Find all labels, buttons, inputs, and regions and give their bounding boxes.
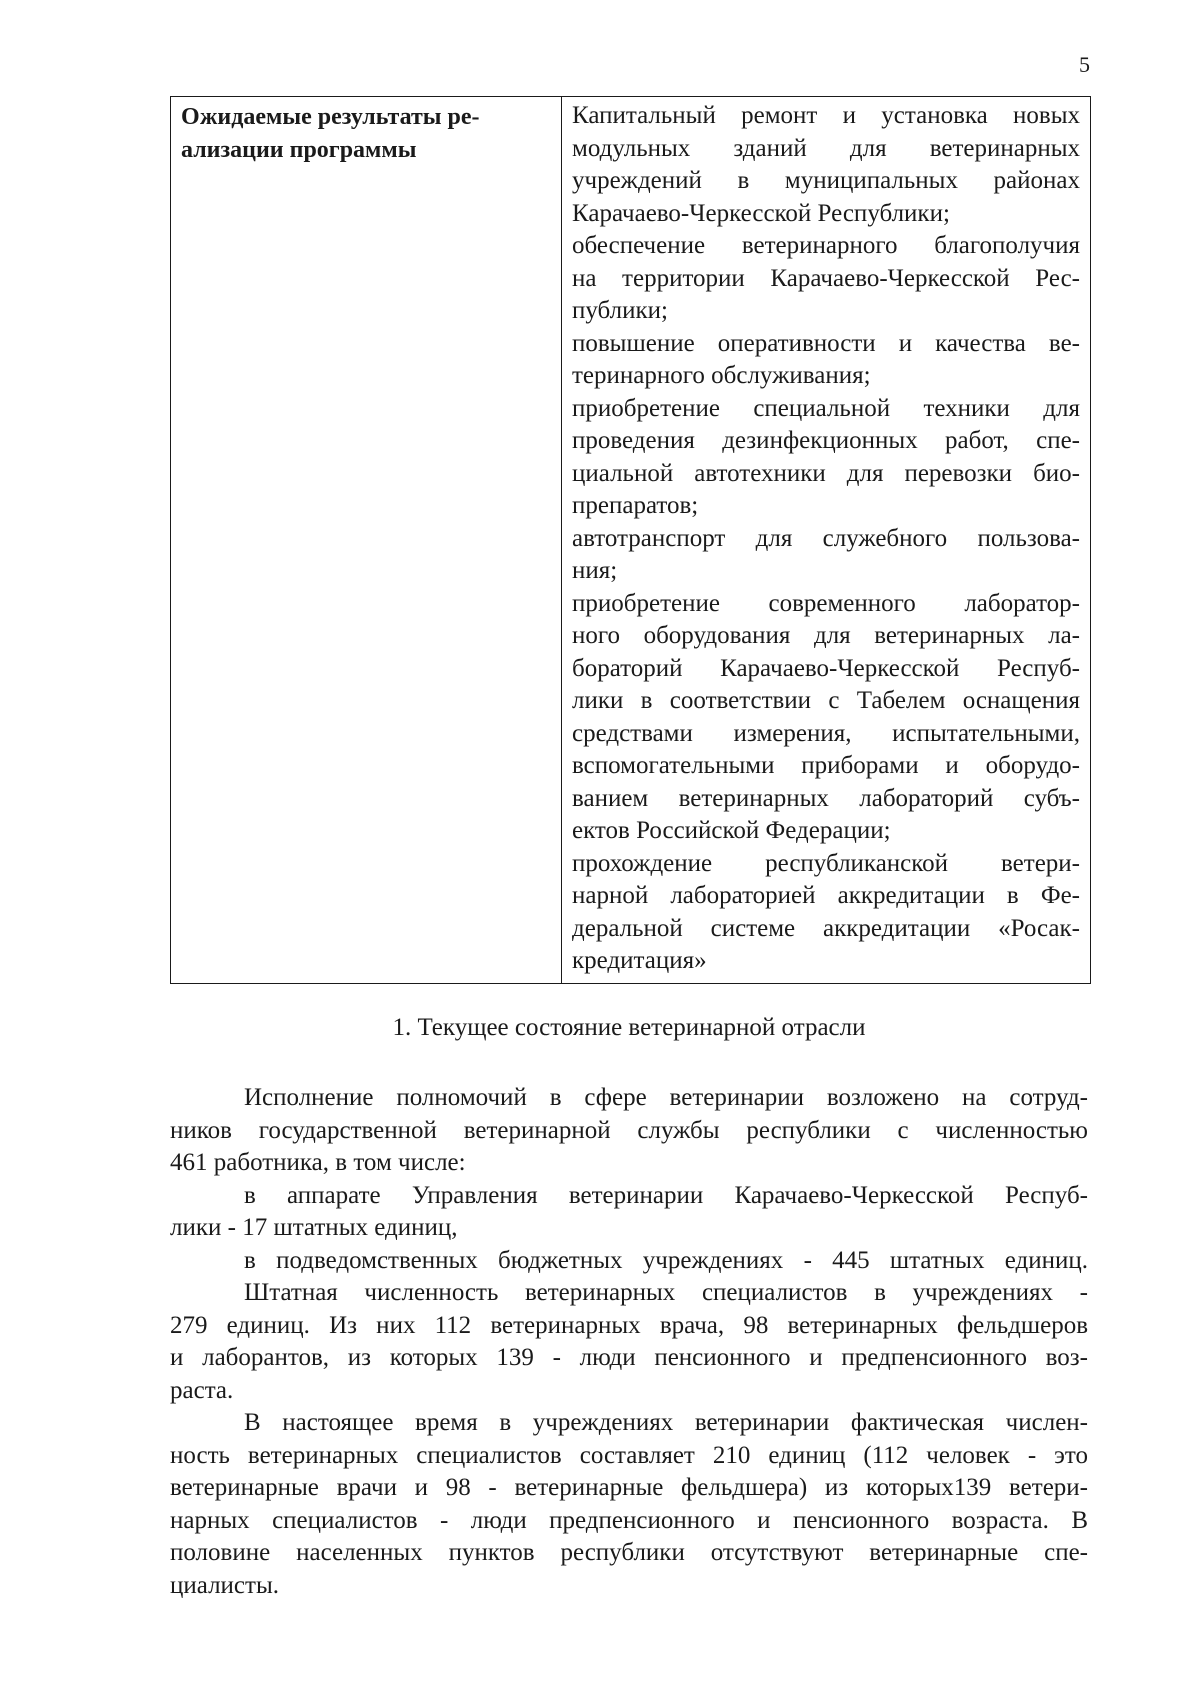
value-line: ванием ветеринарных лабораторий субъ- [572,784,1080,812]
paragraph-line: ников государственной ветеринарной службы республики с численностью [170,1116,1088,1144]
value-line: бораторий Карачаево-Черкесской Респуб- [572,654,1080,682]
value-line: приобретение современного лаборатор- [572,589,1080,617]
value-line: средствами измерения, испытательными, [572,719,1080,747]
table-row-expected-results [171,97,1091,984]
row-value-cell [562,97,1091,984]
value-line: прохождение республиканской ветери- [572,849,1080,877]
paragraph-line: 279 единиц. Из них 112 ветеринарных врача, 98 ветеринарных фельдшеров [170,1311,1088,1339]
value-line: нарной лабораторией аккредитации в Фе- [572,882,1080,909]
paragraph-line: Исполнение полномочий в сфере ветеринарии возложено на сотруд- [244,1084,1088,1111]
value-line: на территории Карачаево-Черкесской Рес- [572,264,1080,292]
row-label-line: Ожидаемые результаты ре- [181,104,480,130]
value-line: ния; [572,557,618,584]
value-line: Капитальный ремонт и установка новых [572,102,1080,129]
row-label-line: ализации программы [181,136,417,163]
paragraph-line: ность ветеринарных специалистов составляет 210 единиц (112 человек - это [170,1441,1088,1469]
paragraph-line: лики - 17 штатных единиц, [170,1214,458,1241]
value-line: приобретение специальной техники для [572,394,1080,422]
paragraph-line: раста. [170,1376,234,1404]
value-line: обеспечение ветеринарного благополучия [572,232,1080,259]
value-line: публики; [572,297,668,324]
value-line: лики в соответствии с Табелем оснащения [572,687,1080,714]
value-line: вспомогательными приборами и оборудо- [572,752,1080,779]
value-line: модульных зданий для ветеринарных [572,134,1080,162]
paragraph-line: в подведомственных бюджетных учреждениях - 445 штатных единиц. [244,1246,1088,1274]
row-label-cell [171,97,562,984]
paragraph-line: ветеринарные врачи и 98 - ветеринарные фельдшера) из которых139 ветери- [170,1474,1088,1501]
value-line: ектов Российской Федерации; [572,817,891,844]
paragraph-line: циалисты. [170,1571,279,1599]
paragraph-line: В настоящее время в учреждениях ветеринарии фактическая числен- [244,1409,1088,1436]
value-line: ного оборудования для ветеринарных ла- [572,622,1080,649]
paragraph-line: 461 работника, в том числе: [170,1149,466,1176]
paragraph-line: в аппарате Управления ветеринарии Карачаево-Черкесской Респуб- [244,1181,1088,1209]
value-line: теринарного обслуживания; [572,362,871,389]
expected-results-text [562,97,1090,978]
paragraph-line: Штатная численность ветеринарных специалистов в учреждениях - [244,1279,1088,1306]
paragraph-line: и лаборантов, из которых 139 - люди пенсионного и предпенсионного воз- [170,1344,1088,1371]
value-line: автотранспорт для служебного пользова- [572,524,1080,552]
page-number: 5 [1079,52,1090,77]
value-line: повышение оперативности и качества ве- [572,329,1080,357]
paragraph-line: нарных специалистов - люди предпенсионного и пенсионного возраста. В [170,1506,1088,1534]
body-text [170,1082,1088,1602]
value-line: проведения дезинфекционных работ, спе- [572,427,1080,454]
section-title: 1. Текущее состояние ветеринарной отрасли [392,1014,866,1041]
value-line: учреждений в муниципальных районах [572,167,1080,194]
value-line: кредитация» [572,947,707,974]
value-line: Карачаево-Черкесской Республики; [572,199,950,227]
value-line: циальной автотехники для перевозки био- [572,459,1080,487]
value-line: препаратов; [572,492,699,519]
value-line: деральной системе аккредитации «Росак- [572,914,1080,942]
paragraph-line: половине населенных пунктов республики отсутствуют ветеринарные спе- [170,1539,1088,1566]
program-passport-table [170,96,1091,984]
